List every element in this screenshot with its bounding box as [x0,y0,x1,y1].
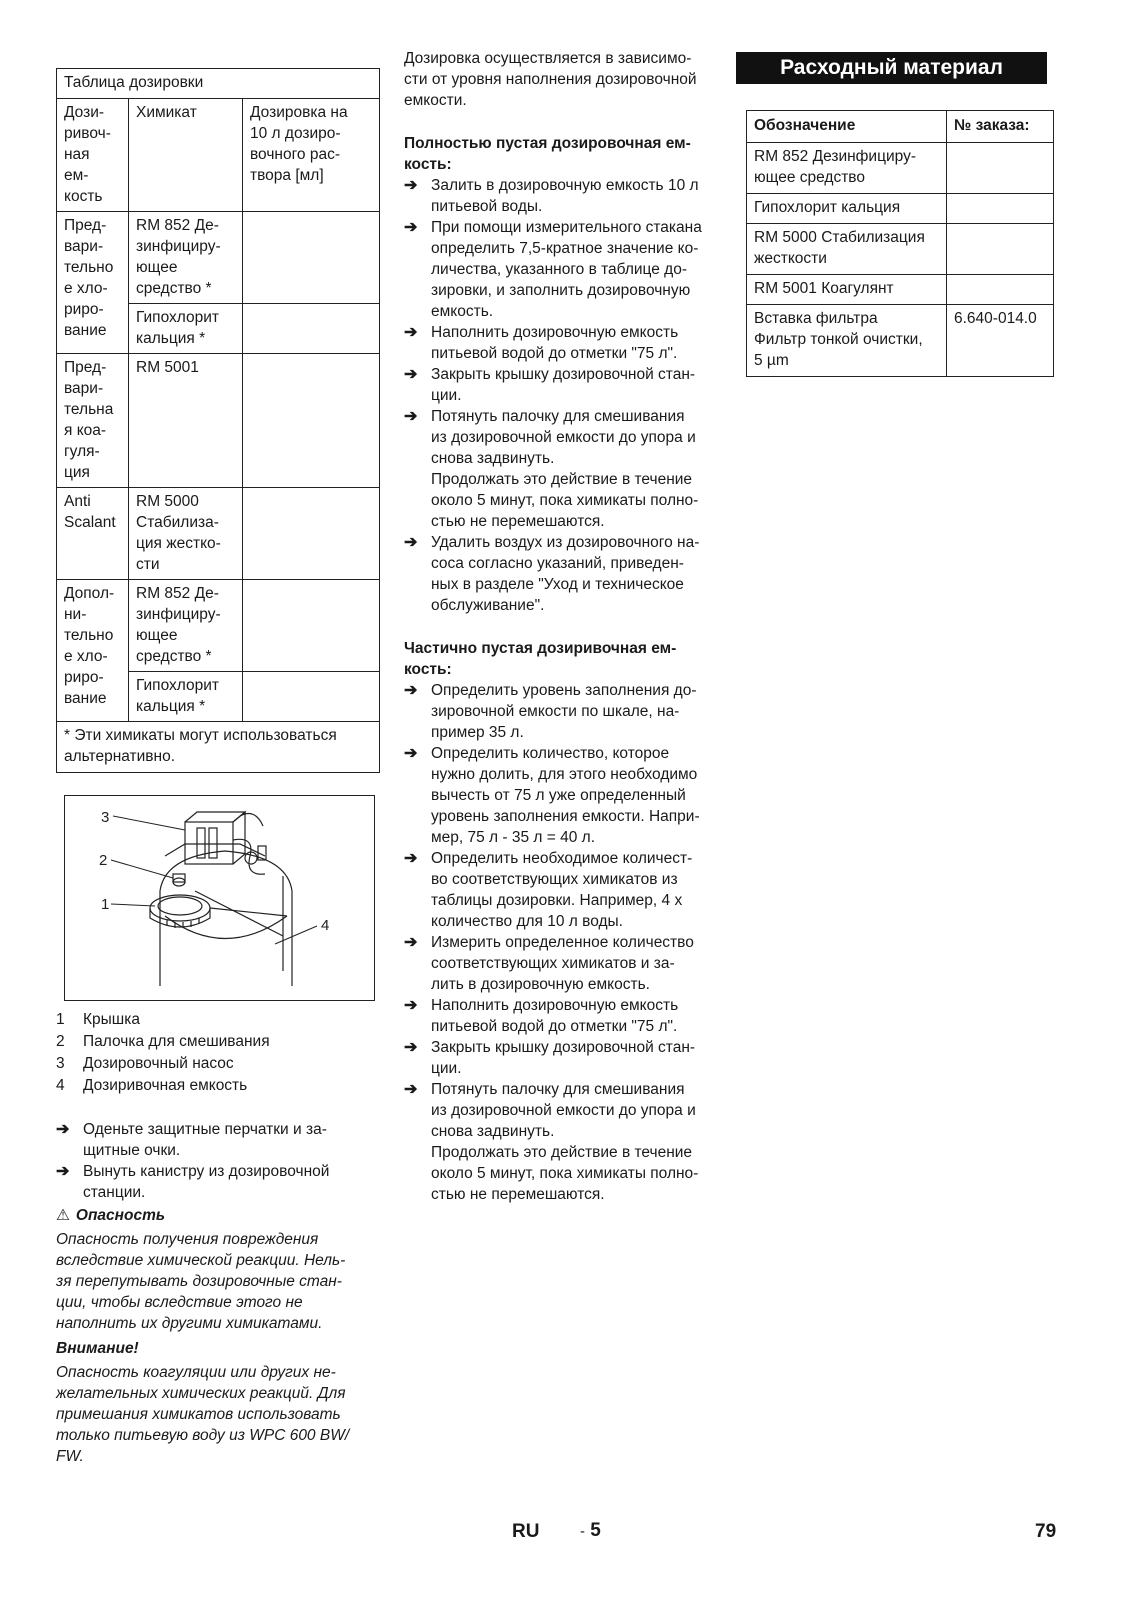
dose-cell [243,212,380,304]
left-steps [56,1119,380,1203]
container-cell: Пред- вари- тельно е хло- риро- вание [57,212,129,354]
dosing-table-title: Таблица дозировки [57,69,380,99]
danger-heading: ⚠ Опасность [56,1207,166,1224]
arrow-icon: ➔ [404,177,418,194]
list-item: ➔ Определить необходимое количест- во соответствующих химикатов из таблицы дозировки. Например, 4 x количество для 10 л воды. [404,850,693,930]
page-number: 79 [1035,1521,1057,1542]
attention-heading: Внимание! [56,1340,139,1357]
table-row [57,580,380,672]
list-item: ➔ Закрыть крышку дозировочной стан- ции. [404,1039,696,1077]
attention-text: Опасность коагуляции или других не- желательных химических реакций. Для примешания химикатов использовать только питьевую воду из WPC 600 BW/ FW. [56,1364,350,1465]
chemical-cell: RM 852 Де- зинфициру- ющее средство * [129,212,243,304]
list-item: ➔ Вынуть канистру из дозировочной станции. [56,1163,330,1201]
list-item: ➔ Определить количество, которое нужно долить, для этого необходимо вычесть от 75 л уже определенный уровень заполнения емкости. Напри- мер, 75 л - 35 л = 40 л. [404,745,700,846]
consumables-table [746,110,1054,377]
callout-3: 3 [101,809,110,826]
chemical-cell: Гипохлорит кальция * [129,304,243,354]
designation-cell: Вставка фильтра Фильтр тонкой очистки, 5 µm [747,305,947,377]
list-item: ➔ Измерить определенное количество соответствующих химикатов и за- лить в дозировочную емкость. [404,934,694,993]
chemical-cell: Гипохлорит кальция * [129,672,243,722]
legend-item: 3 Дозировочный насос [56,1055,234,1072]
order-number-cell [947,275,1054,305]
left-column [56,68,380,1467]
steps-partial-tank [404,680,724,1205]
footer-language: RU [512,1521,540,1542]
list-item: ➔ Оденьте защитные перчатки и за- щитные очки. [56,1121,327,1159]
table-row [57,99,380,212]
figure-legend [56,1009,380,1097]
table-row [57,212,380,304]
table-header-row [747,111,1054,143]
list-item: ➔ Потянуть палочку для смешивания из дозировочной емкости до упора и снова задвинуть. Продолжать это действие в течение около 5 минут, пока химикаты полно- стью не перемешаются. [404,408,699,530]
list-item: ➔ Наполнить дозировочную емкость питьевой водой до отметки "75 л". [404,997,679,1035]
steps-empty-tank [404,175,724,616]
order-number-cell [947,194,1054,224]
list-item: ➔ Потянуть палочку для смешивания из дозировочной емкости до упора и снова задвинуть. Продолжать это действие в течение около 5 минут, пока химикаты полно- стью не перемешаются. [404,1081,699,1203]
header-order-number: № заказа: [947,111,1054,143]
arrow-icon: ➔ [404,934,418,951]
list-item: ➔ Определить уровень заполнения до- зировочной емкости по шкале, на- пример 35 л. [404,682,697,741]
table-row [747,224,1054,275]
designation-cell: Гипохлорит кальция [747,194,947,224]
header-dose: Дозировка на 10 л дозиро-вочного рас-твора [мл] [243,99,380,212]
consumables-title: Расходный материал [736,52,1047,84]
order-number-cell: 6.640-014.0 [947,305,1054,377]
arrow-icon: ➔ [404,1039,418,1056]
table-row [747,194,1054,224]
header-designation: Обозначение [747,111,947,143]
dose-cell [243,354,380,488]
section-heading-empty: Полностью пустая дозировочная ем- кость: [404,135,691,173]
chemical-cell: RM 5000 Стабилиза- ция жестко- сти [129,488,243,580]
order-number-cell [947,143,1054,194]
callout-1: 1 [101,896,110,913]
dosing-station-drawing [65,796,376,1002]
list-item: ➔ Закрыть крышку дозировочной стан- ции. [404,366,696,404]
arrow-icon: ➔ [404,745,418,762]
container-cell: Допол- ни- тельно е хло- риро- вание [57,580,129,722]
arrow-icon: ➔ [404,682,418,699]
legend-item: 4 Дозиривочная емкость [56,1077,248,1094]
dose-cell [243,672,380,722]
table-row [57,488,380,580]
warning-triangle-icon: ⚠ [56,1207,70,1224]
right-column [752,52,1077,377]
list-item: ➔ Удалить воздух из дозировочного на- соса согласно указаний, приведен- ных в разделе "Уход и техническое обслуживание". [404,534,700,614]
table-row [747,275,1054,305]
middle-column [404,48,724,1205]
table-row [747,143,1054,194]
list-item: ➔ Залить в дозировочную емкость 10 л питьевой воды. [404,177,699,215]
designation-cell: RM 5000 Стабилизация жесткости [747,224,947,275]
arrow-icon: ➔ [404,534,418,551]
dosing-station-figure [64,795,375,1001]
header-chemical: Химикат [129,99,243,212]
table-row [747,305,1054,377]
list-item: ➔ При помощи измерительного стакана определить 7,5-кратное значение ко- личества, указанного в таблице до- зировки, и заполнить дозировочную емкость. [404,219,702,320]
chemical-cell: RM 5001 [129,354,243,488]
dose-cell [243,488,380,580]
dosing-table [56,68,380,773]
dose-cell [243,304,380,354]
arrow-icon: ➔ [404,408,418,425]
container-cell: Пред- вари- тельна я коа- гуля- ция [57,354,129,488]
chemical-cell: RM 852 Де- зинфициру- ющее средство * [129,580,243,672]
arrow-icon: ➔ [404,1081,418,1098]
intro-text: Дозировка осуществляется в зависимо- сти от уровня наполнения дозировочной емкости. [404,50,697,109]
arrow-icon: ➔ [404,850,418,867]
dosing-table-footnote: * Эти химикаты могут использоваться альтернативно. [57,722,380,773]
arrow-icon: ➔ [56,1163,70,1180]
arrow-icon: ➔ [404,219,418,236]
arrow-icon: ➔ [404,366,418,383]
designation-cell: RM 852 Дезинфициру- ющее средство [747,143,947,194]
legend-item: 1 Крышка [56,1011,140,1028]
header-container: Дози- ривоч- ная ем- кость [57,99,129,212]
designation-cell: RM 5001 Коагулянт [747,275,947,305]
danger-text: Опасность получения повреждения вследствие химической реакции. Нель- зя перепутывать дозировочные стан- ции, чтобы вследствие этого не наполнить их другими химикатами. [56,1231,346,1332]
arrow-icon: ➔ [404,997,418,1014]
list-item: ➔ Наполнить дозировочную емкость питьевой водой до отметки "75 л". [404,324,679,362]
container-cell: Anti Scalant [57,488,129,580]
arrow-icon: ➔ [56,1121,70,1138]
arrow-icon: ➔ [404,324,418,341]
callout-2: 2 [99,852,108,869]
legend-item: 2 Палочка для смешивания [56,1033,270,1050]
table-row [57,354,380,488]
dose-cell [243,580,380,672]
section-heading-partial: Частично пустая дозиривочная ем- кость: [404,640,677,678]
callout-4: 4 [321,917,330,934]
order-number-cell [947,224,1054,275]
footer-section-number: - 5 [580,1520,601,1541]
